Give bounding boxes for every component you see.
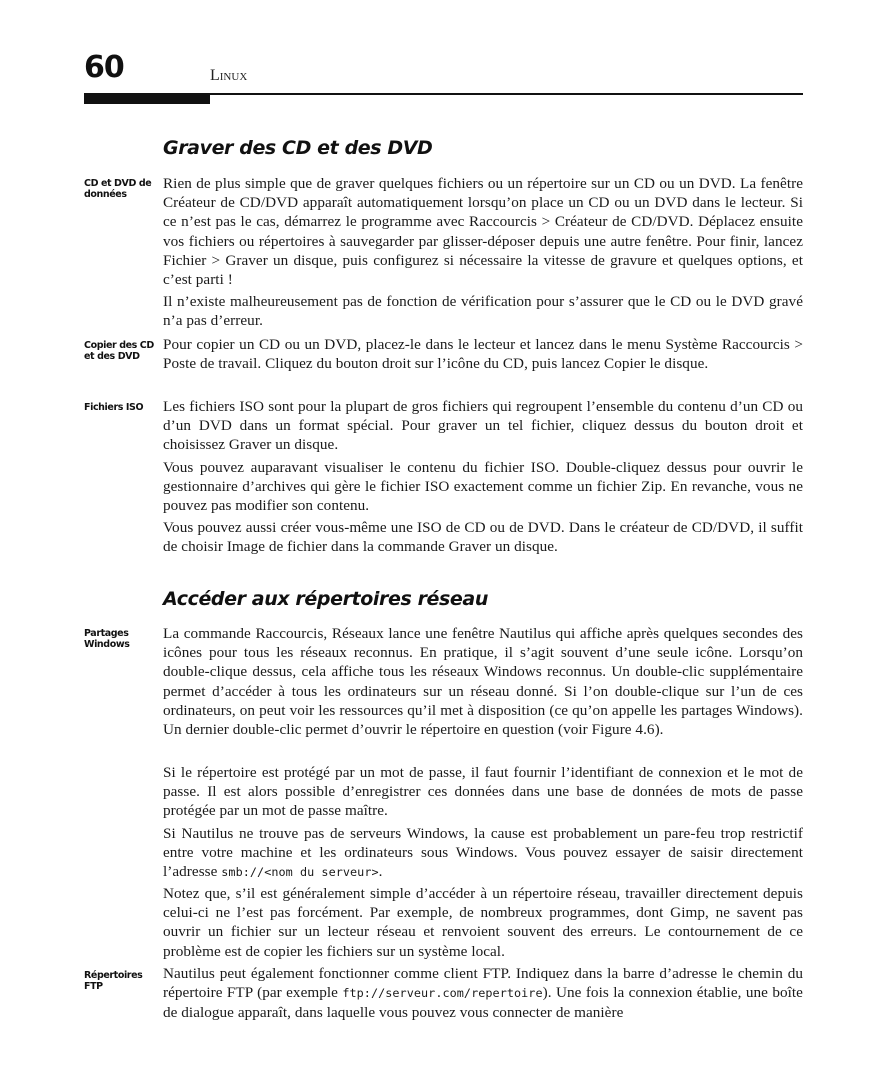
ftp-address: ftp://serveur.com/repertoire [342, 986, 543, 1001]
page-number: 60 [84, 50, 124, 85]
paragraph: Les fichiers ISO sont pour la plupart de gros fichiers qui regroupent l’ensemble du contenu d’un CD ou d’un DVD dans un format spécial. Pour graver un tel fichier, cliquez dessus du bouton droit et choisissez Graver un disque. [163, 398, 803, 454]
paragraph: Notez que, s’il est généralement simple d’accéder à un répertoire réseau, travailler directement depuis celui-ci ne l’est pas forcément. Par exemple, de nombreux programmes, dont Gimp, ne savent pas ouvrir un fichier sur un lecteur réseau et renvoient souvent des erreurs. Le contournement de ce problème est de copier les fichiers sur un système local. [163, 885, 803, 960]
header-rule-accent [84, 93, 210, 104]
margin-note-cd-dvd-data: CD et DVD de données [84, 178, 152, 200]
margin-note-ftp-folders: Répertoires FTP [84, 970, 143, 992]
section-heading-burn-cd-dvd: Graver des CD et des DVD [163, 137, 433, 159]
paragraph: Si le répertoire est protégé par un mot de passe, il faut fournir l’identifiant de connexion et le mot de passe. Il est alors possible d’enregistrer ces données dans une base de données de mots de passe protégée par un mot de passe maître. [163, 764, 803, 820]
paragraph [163, 824, 803, 883]
margin-note-copy-cd-dvd: Copier des CD et des DVD [84, 340, 154, 362]
paragraph [163, 964, 803, 1023]
paragraph: Pour copier un CD ou un DVD, placez-le dans le lecteur et lancez dans le menu Système Raccourcis > Poste de travail. Cliquez du bouton droit sur l’icône du CD, puis lancez Copier le disque. [163, 336, 803, 373]
paragraph: Rien de plus simple que de graver quelques fichiers ou un répertoire sur un CD ou un DVD. La fenêtre Créateur de CD/DVD apparaît automatiquement lorsqu’on place un CD ou un DVD dans le lecteur. Si ce n’est pas le cas, démarrez le programme avec Raccourcis > Créateur de CD/DVD. Déplacez ensuite vos fichiers ou répertoires à sauvegarder par glisser-déposer depuis une autre fenêtre. Pour finir, lancez Fichier > Graver un disque, puis configurez si nécessaire la vitesse de gravure et quelques options, et c’est parti ! [163, 175, 803, 289]
paragraph: Il n’existe malheureusement pas de fonction de vérification pour s’assurer que le CD ou le DVD gravé n’a pas d’erreur. [163, 293, 803, 330]
paragraph: Vous pouvez auparavant visualiser le contenu du fichier ISO. Double-cliquez dessus pour ouvrir le gestionnaire d’archives qui gère le fichier ISO exactement comme un fichier Zip. En revanche, vous ne pouvez pas modifier son contenu. [163, 459, 803, 515]
paragraph-text: ). Une fois la connexion établie, une boîte de dialogue apparaît, dans laquelle vous pouvez vous connecter de manière [163, 984, 803, 1022]
paragraph-text: Nautilus peut également fonctionner comme client FTP. Indiquez dans la barre d’adresse le chemin du répertoire FTP (par exemple [163, 965, 803, 1002]
paragraph-text: Si Nautilus ne trouve pas de serveurs Windows, la cause est probablement un pare-feu trop restrictif entre votre machine et les ordinateurs sous Windows. Vous pouvez essayer de saisir directement l’adresse [163, 825, 803, 881]
paragraph: Vous pouvez aussi créer vous-même une ISO de CD ou de DVD. Dans le créateur de CD/DVD, il suffit de choisir Image de fichier dans la commande Graver un disque. [163, 519, 803, 556]
running-title: Linux [210, 67, 248, 84]
section-heading-network-folders: Accéder aux répertoires réseau [163, 588, 488, 610]
smb-address: smb://<nom du serveur> [221, 865, 379, 880]
paragraph-text: . [378, 863, 383, 881]
margin-note-windows-shares: Partages Windows [84, 628, 130, 650]
paragraph: La commande Raccourcis, Réseaux lance une fenêtre Nautilus qui affiche après quelques secondes des icônes pour tous les réseaux reconnus. En pratique, il s’agit souvent d’une seule icône. Lorsqu’on double-clique dessus, cela affiche tous les réseaux Windows reconnus. Un double-clic supplémentaire permet d’accéder à tous les ordinateurs sur un réseau donné. Si l’on double-clique sur l’un de ces ordinateurs, on peut voir les ressources qu’il met à disposition (ce qu’on appelle les partages Windows). Un dernier double-clic permet d’ouvrir le répertoire en question (voir Figure 4.6). [163, 625, 803, 739]
margin-note-iso-files: Fichiers ISO [84, 402, 144, 413]
